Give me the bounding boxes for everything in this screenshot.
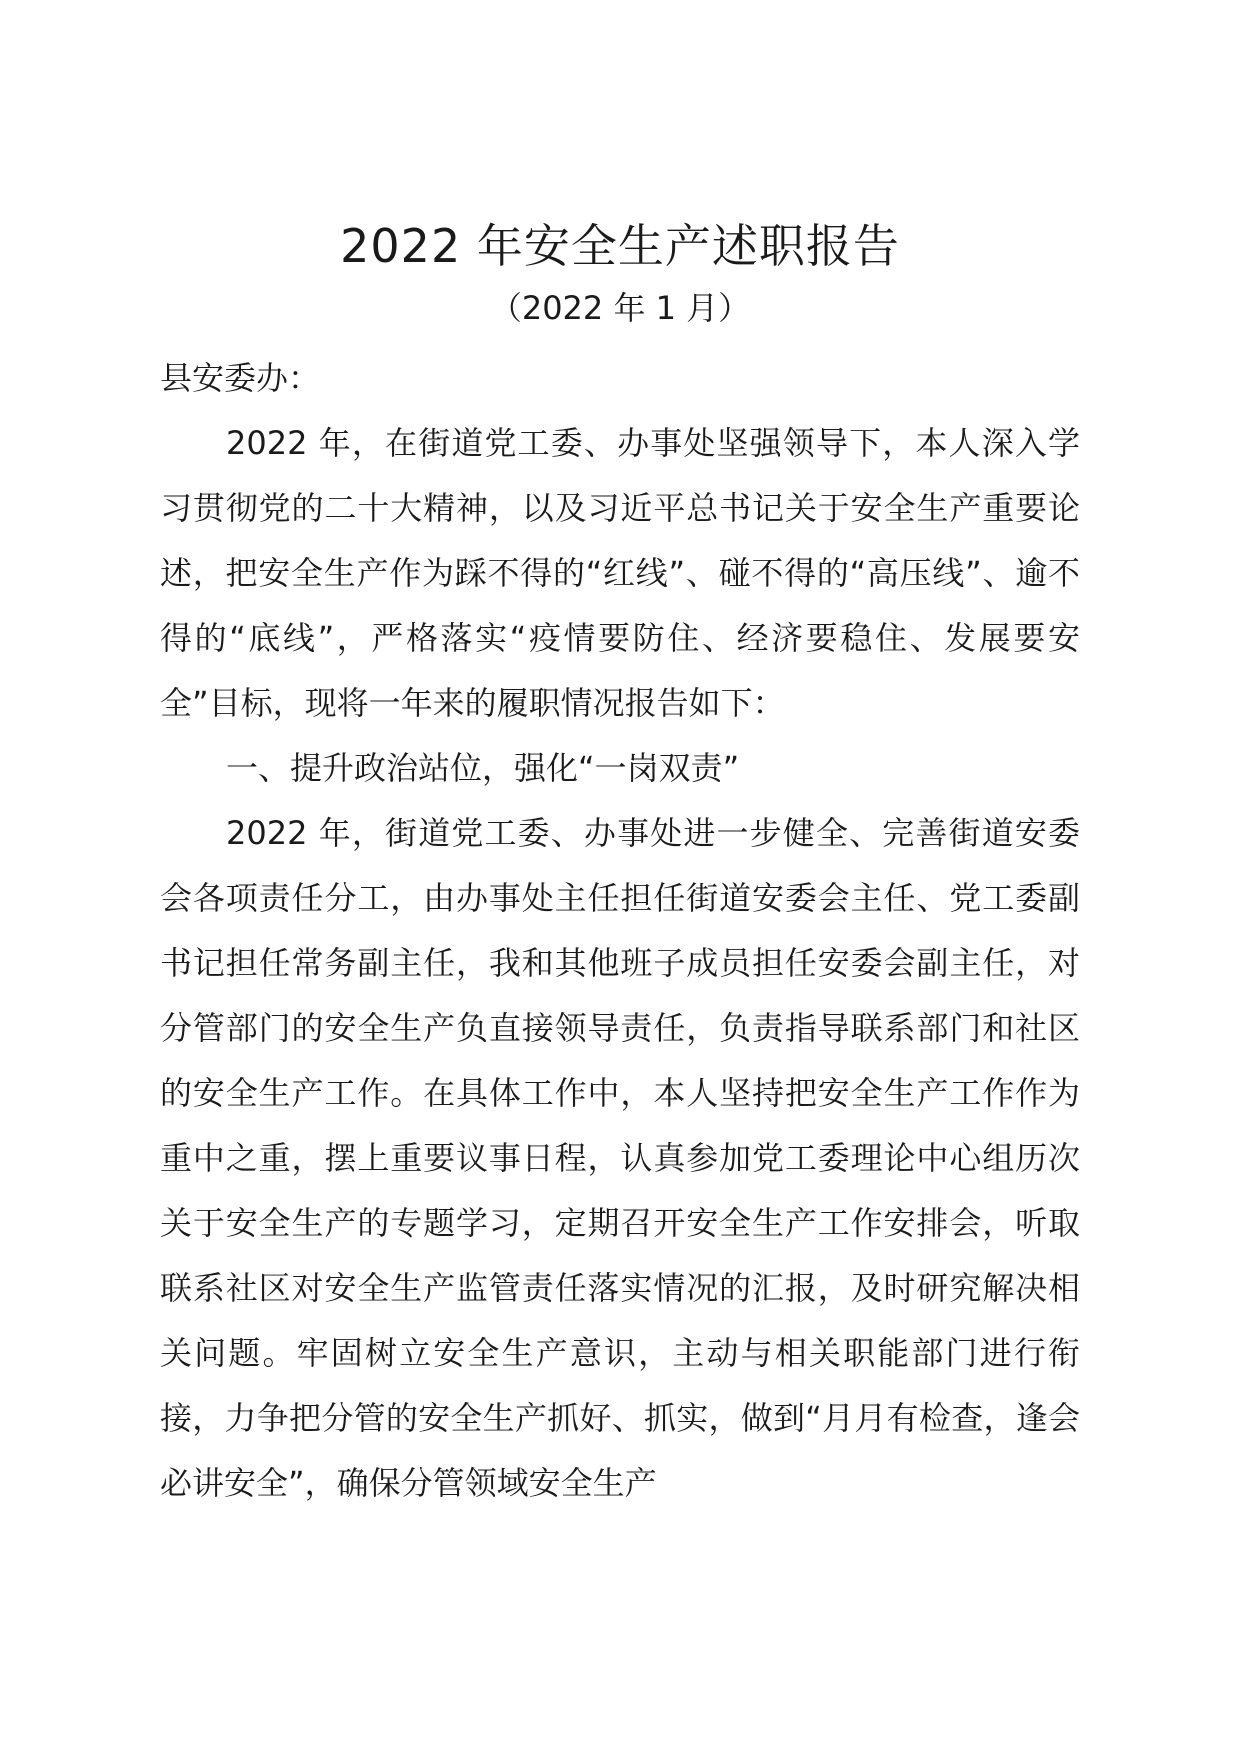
section-paragraph: 2022 年，街道党工委、办事处进一步健全、完善街道安委会各项责任分工，由办事处主任担任街道安委会主任、党工委副书记担任常务副主任，我和其他班子成员担任安委会副主任，对分管部门的安全生产负直接领导责任，负责指导联系部门和社区的安全生产工作。在具体工作中，本人坚持把安全生产工作作为重中之重，摆上重要议事日程，认真参加党工委理论中心组历次关于安全生产的专题学习，定期召开安全生产工作安排会，听取联系社区对安全生产监管责任落实情况的汇报，及时研究解决相关问题。牢固树立安全生产意识，主动与相关职能部门进行衔接，力争把分管的安全生产抓好、抓实，做到“月月有检查，逢会必讲安全”，确保分管领域安全生产 — [160, 814, 1080, 1502]
document-body — [160, 346, 1080, 1516]
document-date: （2022 年 1 月） — [489, 289, 751, 327]
section-heading: 一、提升政治站位，强化“一岗双责” — [226, 749, 740, 787]
intro-paragraph: 2022 年，在街道党工委、办事处坚强领导下，本人深入学习贯彻党的二十大精神，以及习近平总书记关于安全生产重要论述，把安全生产作为踩不得的“红线”、碰不得的“高压线”、逾不得的“底线”，严格落实“疫情要防住、经济要稳住、发展要安全”目标，现将一年来的履职情况报告如下： — [160, 424, 1080, 722]
salutation: 县安委办： — [160, 359, 321, 397]
document-title: 2022 年安全生产述职报告 — [340, 219, 900, 273]
